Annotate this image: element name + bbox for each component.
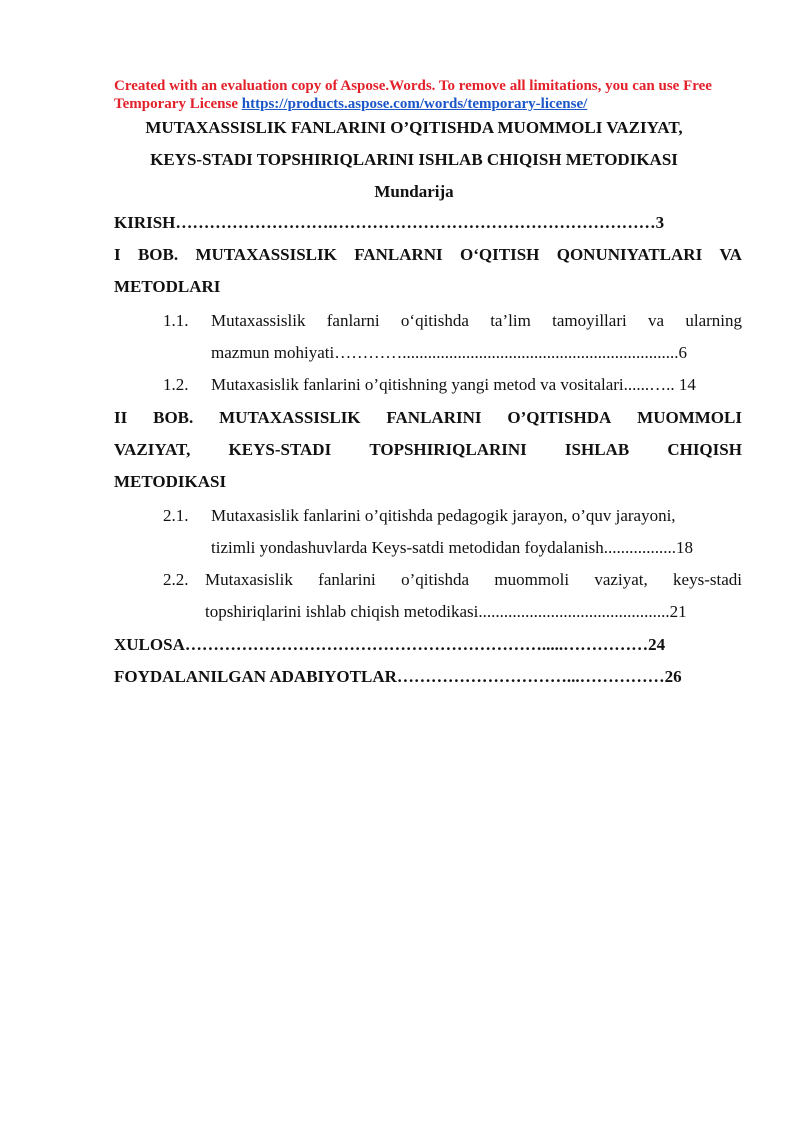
toc-number-1-2: 1.2. xyxy=(163,375,189,394)
toc-number-2-2: 2.2. xyxy=(163,570,189,589)
word: o‘qitishda xyxy=(400,311,469,330)
word: va xyxy=(648,311,665,330)
toc-entry-xulosa[interactable]: XULOSA……………………………………………………….....……………24 xyxy=(114,635,666,654)
toc-number-2-1: 2.1. xyxy=(163,506,189,525)
evaluation-notice xyxy=(114,77,754,113)
document-title-line-1: MUTAXASSISLIK FANLARINI O’QITISHDA MUOMMOLI VAZIYAT, xyxy=(145,118,683,137)
toc-entry-1-1-line-2[interactable]: mazmun mohiyati………….................................................................6 xyxy=(211,343,687,362)
word: muommoli xyxy=(494,570,570,589)
word: vaziyat, xyxy=(594,570,648,589)
toc-entry-bob2-line-1[interactable] xyxy=(114,408,742,428)
word: ISHLAB xyxy=(564,440,630,459)
word: keys-stadi xyxy=(673,570,742,589)
word: Mutaxasislik xyxy=(205,570,293,589)
word: VAZIYAT, xyxy=(114,440,191,459)
toc-entry-2-1-line-1[interactable]: Mutaxasislik fanlarini o’qitishda pedagogik jarayon, o’quv jarayoni, xyxy=(211,506,676,525)
word: II xyxy=(114,408,128,427)
toc-entry-adabiyotlar[interactable]: FOYDALANILGAN ADABIYOTLAR…………………………...……………26 xyxy=(114,667,682,686)
word: CHIQISH xyxy=(667,440,742,459)
word: ta’lim xyxy=(490,311,531,330)
toc-entry-2-2-line-1[interactable] xyxy=(205,570,742,590)
toc-entry-1-1-line-1[interactable] xyxy=(211,311,742,331)
word: BOB. xyxy=(153,408,194,427)
word: KEYS-STADI xyxy=(228,440,332,459)
word: o’qitishda xyxy=(401,570,470,589)
word: fanlarni xyxy=(326,311,380,330)
word: tamoyillari xyxy=(552,311,627,330)
toc-number-1-1: 1.1. xyxy=(163,311,189,330)
toc-heading: Mundarija xyxy=(374,182,454,201)
word: BOB. xyxy=(137,245,179,264)
toc-entry-kirish[interactable]: KIRISH……………………….…………………………………………………3 xyxy=(114,213,665,232)
toc-entry-bob1-line-2[interactable]: METODLARI xyxy=(114,277,221,296)
word: TOPSHIRIQLARINI xyxy=(369,440,527,459)
word: QONUNIYATLARI xyxy=(556,245,703,264)
word: MUTAXASSISLIK xyxy=(219,408,361,427)
toc-entry-bob1-line-1[interactable] xyxy=(114,245,742,265)
toc-entry-1-2[interactable]: Mutaxasislik fanlarini o’qitishning yangi metod va vositalari......….. 14 xyxy=(211,375,696,394)
word: MUOMMOLI xyxy=(637,408,742,427)
word: fanlarini xyxy=(318,570,376,589)
evaluation-notice-text: Created with an evaluation copy of Aspose.Words. To remove all limitations, you can use Free Temporary License xyxy=(114,78,712,112)
toc-entry-bob2-line-2[interactable] xyxy=(114,440,742,460)
toc-entry-bob2-line-3[interactable]: METODIKASI xyxy=(114,472,227,491)
word: O’QITISHDA xyxy=(507,408,612,427)
word: O‘QITISH xyxy=(460,245,540,264)
toc-entry-2-1-line-2[interactable]: tizimli yondashuvlarda Keys-satdi metodidan foydalanish.................18 xyxy=(211,538,694,557)
word: Mutaxassislik xyxy=(211,311,306,330)
word: FANLARINI xyxy=(386,408,482,427)
document-title-line-2: KEYS-STADI TOPSHIRIQLARINI ISHLAB CHIQISH METODIKASI xyxy=(150,150,678,169)
word: MUTAXASSISLIK xyxy=(195,245,337,264)
license-link[interactable]: https://products.aspose.com/words/temporary-license/ xyxy=(241,96,588,112)
toc-entry-2-2-line-2[interactable]: topshiriqlarini ishlab chiqish metodikasi.............................................21 xyxy=(205,602,687,621)
word: ularning xyxy=(685,311,742,330)
word: VA xyxy=(719,245,742,264)
word: I xyxy=(114,245,121,264)
word: FANLARNI xyxy=(354,245,443,264)
